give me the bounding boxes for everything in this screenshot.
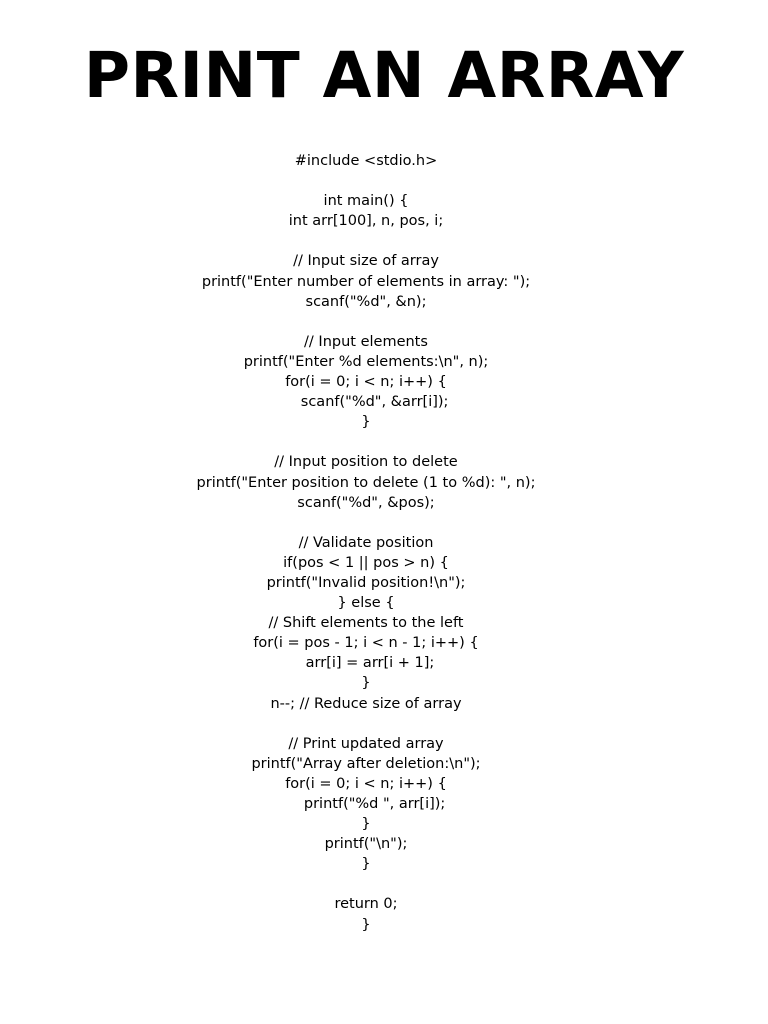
code-line bbox=[0, 231, 750, 251]
code-line: printf("Array after deletion:\n"); bbox=[251, 755, 481, 772]
code-line: // Shift elements to the left bbox=[268, 615, 464, 632]
code-line: printf("%d ", arr[i]); bbox=[294, 796, 446, 812]
code-line: } bbox=[361, 856, 371, 873]
code-line: int arr[100], n, pos, i; bbox=[288, 213, 444, 230]
code-line: if(pos < 1 || pos > n) { bbox=[283, 554, 449, 571]
code-line bbox=[0, 874, 750, 894]
code-line bbox=[0, 714, 750, 734]
code-line: } bbox=[361, 675, 371, 692]
code-line: #include <stdio.h> bbox=[294, 153, 438, 169]
page-title: PRINT AN ARRAY bbox=[83, 39, 685, 112]
code-line bbox=[0, 432, 750, 452]
code-line: } else { bbox=[337, 595, 395, 612]
code-line: // Input position to delete bbox=[274, 454, 458, 471]
code-line: printf("Enter %d elements:\n", n); bbox=[243, 353, 489, 370]
code-line: } bbox=[361, 916, 371, 933]
code-line: printf("Enter number of elements in array: "); bbox=[201, 273, 531, 290]
code-line bbox=[0, 513, 750, 533]
code-line: printf("\n"); bbox=[324, 836, 408, 853]
code-line: // Input elements bbox=[304, 333, 428, 350]
code-line: for(i = 0; i < n; i++) { bbox=[285, 775, 447, 792]
code-line: // Input size of array bbox=[293, 253, 439, 270]
code-line: scanf("%d", &arr[i]); bbox=[291, 394, 449, 411]
code-line: // Print updated array bbox=[288, 735, 444, 752]
code-line: // Validate position bbox=[298, 534, 434, 551]
code-line: arr[i] = arr[i + 1]; bbox=[305, 655, 435, 672]
code-line: return 0; bbox=[334, 896, 398, 913]
code-line: } bbox=[361, 816, 371, 833]
code-line: scanf("%d", &pos); bbox=[297, 494, 435, 511]
code-line: int main() { bbox=[323, 193, 409, 210]
code-line: for(i = pos - 1; i < n - 1; i++) { bbox=[253, 635, 479, 652]
code-block bbox=[0, 151, 768, 935]
code-line: printf("Enter position to delete (1 to %d): ", n); bbox=[196, 474, 536, 491]
code-line: printf("Invalid position!\n"); bbox=[266, 574, 466, 591]
code-line bbox=[0, 171, 750, 191]
code-line: for(i = 0; i < n; i++) { bbox=[285, 374, 447, 391]
code-line bbox=[0, 312, 750, 332]
code-line: } bbox=[361, 414, 371, 431]
code-line: scanf("%d", &n); bbox=[305, 293, 427, 310]
code-line: n--; // Reduce size of array bbox=[270, 695, 462, 712]
